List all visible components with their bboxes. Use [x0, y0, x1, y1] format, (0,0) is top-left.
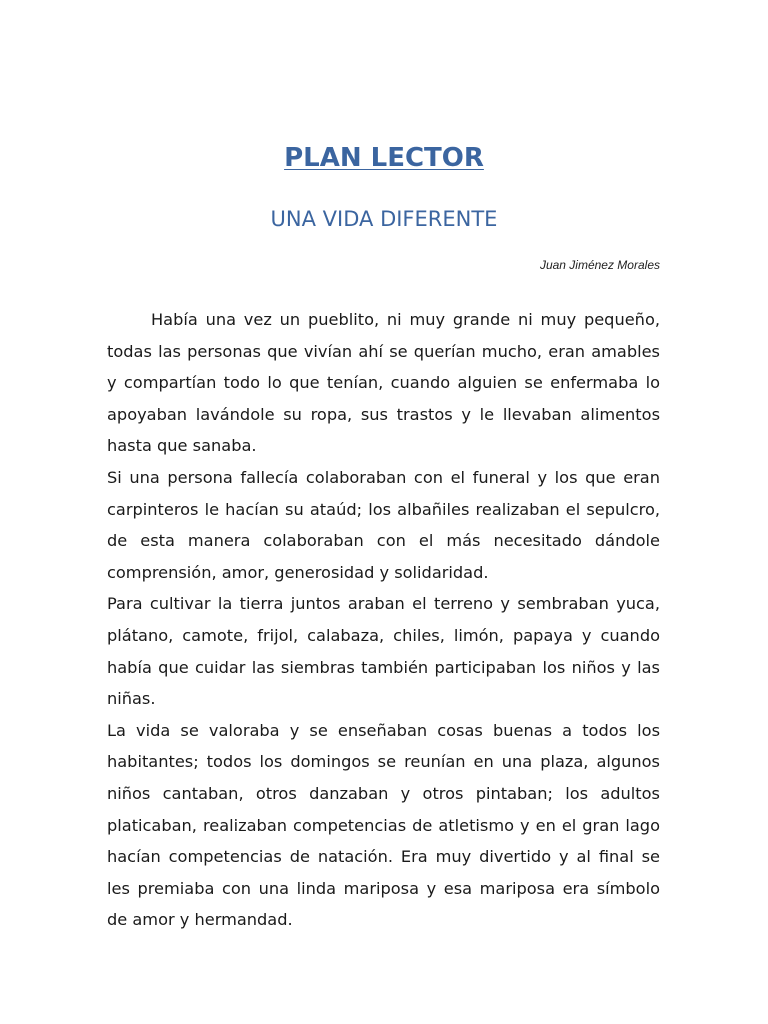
paragraph-4: La vida se valoraba y se enseñaban cosas buenas a todos los habitantes; todos los domingos se reunían en una plaza, algunos niños cantaban, otros danzaban y otros pintaban; los adultos platicaban, realizaban competencias de atletismo y en el gran lago hacían competencias de natación. Era muy divertido y al final se les premiaba con una linda mariposa y esa mariposa era símbolo de amor y hermandad.: [107, 720, 660, 930]
document-title: [0, 140, 768, 176]
paragraph-1: Había una vez un pueblito, ni muy grande ni muy pequeño, todas las personas que vivían ahí se querían mucho, eran amables y compartían todo lo que tenían, cuando alguien se enfermaba lo apoyaban lavándole su ropa, sus trastos y le llevaban alimentos hasta que sanaba.: [107, 310, 660, 456]
story-body: [107, 304, 660, 936]
author-name: Juan Jiménez Morales: [539, 258, 660, 272]
paragraph-2: Si una persona fallecía colaboraban con el funeral y los que eran carpinteros le hacían su ataúd; los albañiles realizaban el sepulcro, de esta manera colaboraban con el más necesitado dándole comprensión, amor, generosidad y solidaridad.: [107, 467, 660, 582]
document-subtitle: UNA VIDA DIFERENTE: [270, 207, 498, 231]
paragraph-3: Para cultivar la tierra juntos araban el terreno y sembraban yuca, plátano, camote, frijol, calabaza, chiles, limón, papaya y cuando había que cuidar las siembras también participaban los niños y las niñas.: [107, 594, 660, 709]
document-title-text: PLAN LECTOR: [284, 143, 484, 173]
